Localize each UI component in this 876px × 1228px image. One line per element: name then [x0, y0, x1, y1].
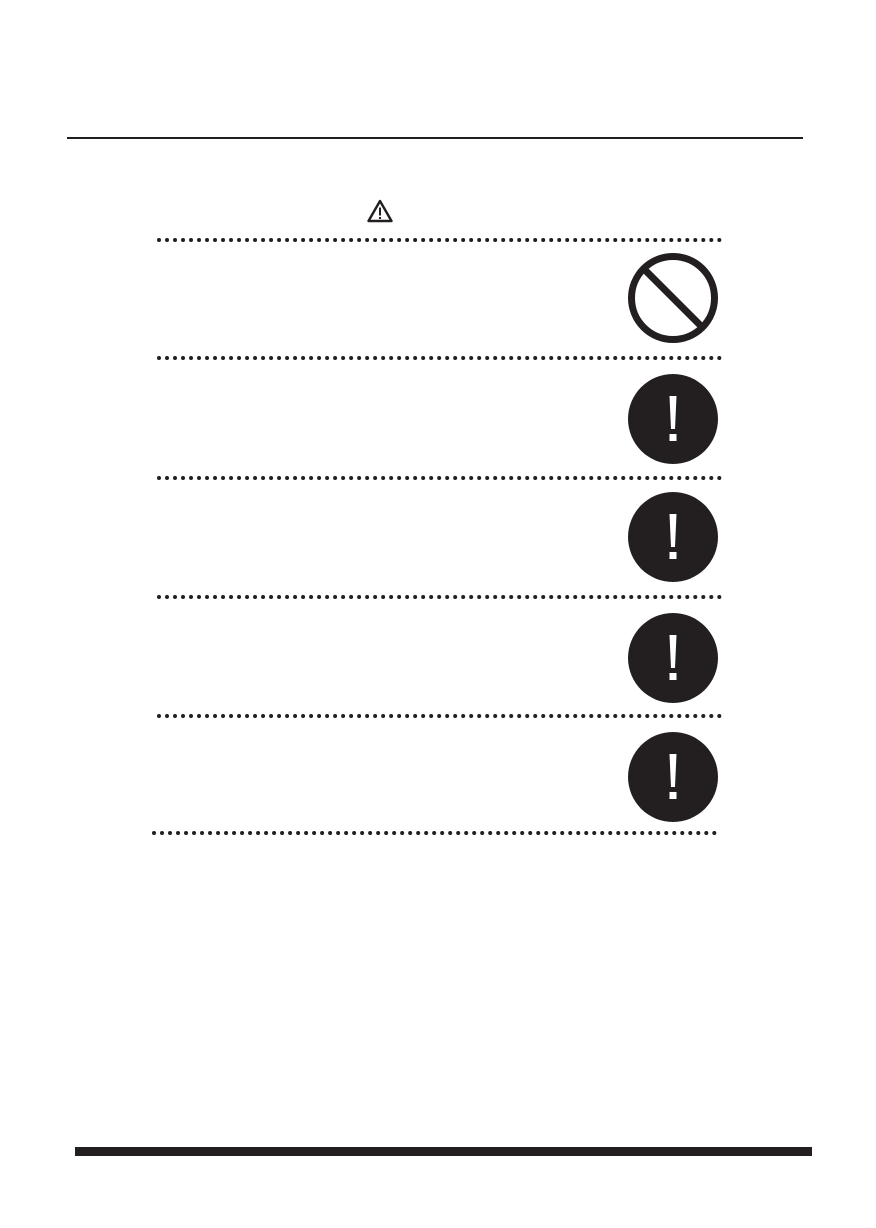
section-divider — [157, 714, 722, 718]
warning-triangle-icon — [367, 199, 393, 223]
footer-bar — [75, 1147, 812, 1156]
section-divider — [157, 595, 722, 599]
prohibition-icon — [627, 252, 719, 344]
mandatory-action-icon — [627, 491, 719, 583]
top-rule — [67, 137, 803, 139]
section-divider — [152, 831, 717, 835]
section-divider — [157, 356, 722, 360]
section-divider — [157, 476, 722, 480]
mandatory-action-icon — [627, 612, 719, 704]
mandatory-action-icon — [627, 373, 719, 465]
section-divider — [157, 238, 722, 242]
mandatory-action-icon — [627, 731, 719, 823]
